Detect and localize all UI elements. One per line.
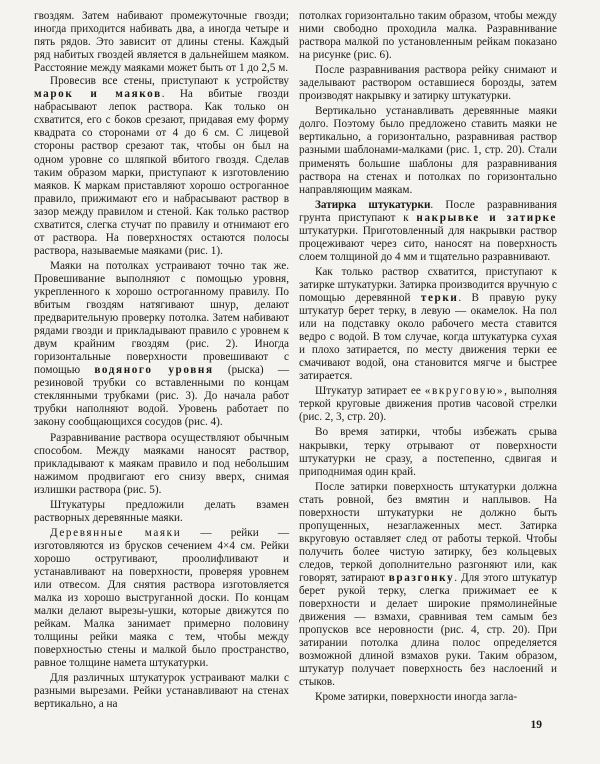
paragraph xyxy=(299,481,557,690)
paragraph xyxy=(299,199,557,264)
text-run: . Для этого штукатур берет рукой терку, слегка прижимает ее к поверхности и делает широкие прямолинейные движения — взмахи, сравнивая тем самым без пропусков все неровности (рис. 4, стр. 20). При затирании потолка длина полос определяется возможной длиной взмахов руки. Таким образом, штукатур получает поверхность без наслоений и стыков. xyxy=(299,571,557,689)
left-column xyxy=(34,10,289,711)
paragraph xyxy=(299,385,557,424)
text-run: Маяки на потолках устраивают точно так же. Провешивание выполняют с помощью уровня, укрепленного к хорошо остроганному правилу. По вбитым гвоздям натягивают шнур, делают предварительную проверку потолка. Затем набивают рядами гвозди и прикладывают правило с уровнем к двум крайним гвоздям (рис. 2). Иногда горизонтальные поверхности провешивают с помощью xyxy=(34,259,289,377)
right-column xyxy=(299,10,557,704)
emphasis-term: терки xyxy=(420,291,459,304)
paragraph xyxy=(34,260,289,430)
paragraph: Во время затирки, чтобы избежать срыва накрывки, терку отрывают от поверхности штукатурки не сразу, а постепенно, сдвигая и приподнимая один край. xyxy=(299,426,557,478)
paragraph: Для различных штукатурок устраивают малки с разными вырезами. Рейки устанавливают на стенах вертикально, а на xyxy=(34,672,289,711)
text-run: (рыска) — резиновой трубки со вставленными по концам стеклянными трубками (рис. 3). До начала работ трубки наполняют водой. Уровень работает по закону сообщающихся сосудов (рис. 4). xyxy=(34,364,290,429)
section-heading: Затирка штукатурки xyxy=(315,198,431,211)
text-run: Как только раствор схватится, приступают к затирке штукатурки. Затирка производится вручную с помощью деревянной xyxy=(299,265,557,304)
text-run: После затирки поверхность штукатурки должна стать ровной, без вмятин и наплывов. На поверхности штукатурки не должно быть пропущенных, незаглаженных мест. Затирка вкруговую оставляет след от работы теркой. Чтобы получить более чистую затирку, без кольцевых следов, теркой дополнительно разгоняют или, как говорят, затирают xyxy=(299,480,557,584)
paragraph: Вертикально устанавливать деревянные маяки долго. Поэтому было предложено ставить маяки не вертикально, а горизонтально, разравнивая раствор разными шаблонами-малками (рис. 1, стр. 20). Стали применять большие шаблоны для разравнивания раствора на стенах и потолках по горизонтально направляющим маякам. xyxy=(299,105,557,196)
text-run: . На вбитые гвозди набрасывают лепок раствора. Как только он схватится, его с боков срезают, придавая ему форму квадрата со сторонами от 4 до 6 см. С лицевой стороны раствор срезают так, чтобы он был на одном уровне со шляпкой вбитого гвоздя. Сделав таким образом марки, приступают к изготовлению маяков. К маркам приставляют хорошо остроганное правило, прижимают его и набрасывают раствор в зазор между правилом и стеной. Как только раствор схватится, слегка стучат по правилу и отнимают его от раствора. На поверхностях остаются полосы раствора, называемые маяками (рис. 1). xyxy=(34,88,290,257)
emphasis-term: вразгонку xyxy=(388,571,455,584)
text-run: штукатурки. Приготовленный для накрывки раствор процеживают через сито, наносят на поверхность слоем толщиной до 4 мм и тщательно разравнивают. xyxy=(299,224,557,263)
text-run: Штукатур затирает ее xyxy=(315,385,425,398)
paragraph: Разравнивание раствора осуществляют обычным способом. Между маяками наносят раствор, прикладывают к маякам правило и под небольшим нажимом продвигают его снизу вверх, снимая излишки раствора (рис. 5). xyxy=(34,431,289,496)
paragraph xyxy=(34,527,289,671)
emphasis-term: Деревянные маяки xyxy=(50,526,182,539)
emphasis-term: «вкруговую» xyxy=(424,385,505,398)
emphasis-term: марок и маяков xyxy=(34,88,162,101)
text-run: . В правую руку штукатур берет терку, в левую — окамелок. На пол или на подставку около рабочего места ставится ведро с водой. В том случае, когда штукатурка сухая и плохо затирается, по месту движения терки ее смачивают водой, она становится мягче и быстрее затирается. xyxy=(299,291,557,383)
paragraph: Штукатуры предложили делать взамен растворных деревянные маяки. xyxy=(34,498,289,524)
text-run: — рейки — изготовляются из брусков сечением 4×4 см. Рейки хорошо остругивают, проолифливают и устанавливают на поверхности, проверяя уровнем или отвесом. Для снятия раствора изготовляется малка из хорошо выструганной доски. По концам малки делают вырезы-ушки, которые движутся по рейкам. Малка занимает примерно половину толщины рейки маяка с тем, чтобы между поверхностью стены и малкой было пространство, равное толщине намета штукатурки. xyxy=(34,526,290,670)
emphasis-term: водяного уровня xyxy=(94,364,214,377)
paragraph xyxy=(299,266,557,383)
emphasis-term: накрывке и затирке xyxy=(416,211,557,224)
paragraph: После разравнивания раствора рейку снимают и заделывают раствором оставшиеся борозды, затем производят накрывку и затирку штукатурки. xyxy=(299,64,557,103)
text-run: , выполняя теркой круговые движения против часовой стрелки (рис. 2, 3, стр. 20). xyxy=(299,385,557,424)
paragraph: потолках горизонтально таким образом, чтобы между ними свободно проходила малка. Разравнивание раствора малкой по установленным рейкам показано на рисунке (рис. 6). xyxy=(299,10,557,62)
paragraph: Кроме затирки, поверхности иногда загла- xyxy=(315,691,518,704)
paragraph: гвоздям. Затем набивают промежуточные гвозди; иногда приходится набивать два, а иногда четыре и пять рядов. Это зависит от длины стены. Каждый ряд набитых гвоздей является в дальнейшем маяком. Расстояние между маяками может быть от 1 до 2,5 м. xyxy=(34,10,289,75)
text-run: Провесив все стены, приступают к устройству xyxy=(50,75,289,88)
paragraph xyxy=(34,75,289,258)
page-number: 19 xyxy=(530,719,542,731)
text-run: . После разравнивания грунта приступают к xyxy=(299,198,558,224)
